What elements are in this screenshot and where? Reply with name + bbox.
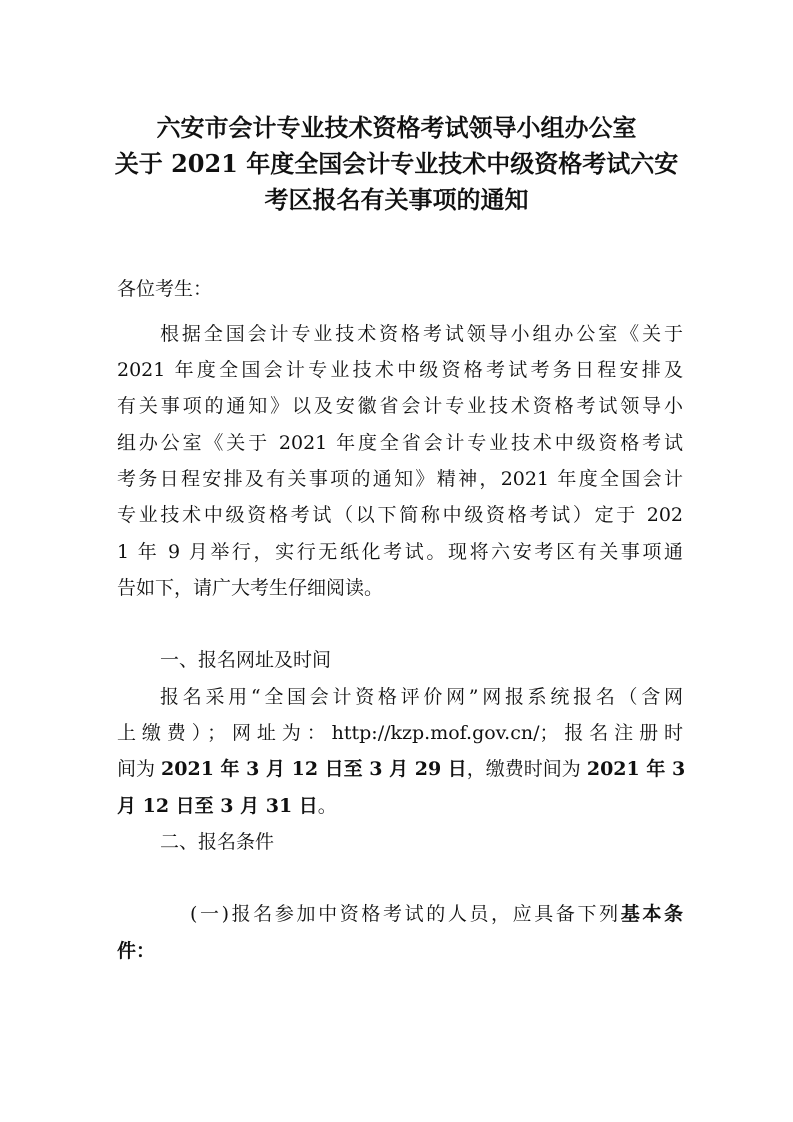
intro-line-4: 组办公室《关于 2021 年度全省会计专业技术中级资格考试	[117, 432, 683, 454]
section2-item-1	[190, 900, 683, 928]
intro-line-5: 考务日程安排及有关事项的通知》精神，2021 年度全国会计	[117, 468, 683, 490]
section2-item-1-bold: 基本条	[620, 903, 683, 925]
section2-item-1-text: (一)报名参加中资格考试的人员，应具备下列	[190, 903, 621, 925]
intro-line-7: 1 年 9 月举行，实行无纸化考试。现将六安考区有关事项通	[117, 541, 683, 563]
section1-line-3-prefix: 间为	[117, 758, 162, 780]
section1-line-2: 上缴费）；网址为：http://kzp.mof.gov.cn/；报名注册时	[117, 722, 683, 744]
section1-line-4	[117, 792, 683, 820]
section1-line-3	[117, 755, 686, 783]
title-line-2: 关于 2021 年度全国会计专业技术中级资格考试六安	[114, 149, 679, 178]
intro-line-8: 告如下，请广大考生仔细阅读。	[117, 577, 384, 599]
salutation: 各位考生：	[117, 278, 213, 300]
section1-heading: 一、报名网址及时间	[160, 649, 332, 671]
section1-line-4-suffix: 。	[317, 795, 337, 817]
registration-period: 2021 年 3 月 12 日至 3 月 29 日	[161, 758, 467, 780]
payment-period-start: 2021 年 3	[586, 758, 686, 780]
title-line-3: 考区报名有关事项的通知	[264, 185, 529, 214]
intro-line-3: 有关事项的通知》以及安徽省会计专业技术资格考试领导小	[117, 395, 683, 417]
section1-line-1: 报名采用“全国会计资格评价网”网报系统报名（含网	[160, 686, 683, 708]
section2-item-1-continued: 件：	[117, 940, 156, 962]
intro-line-6: 专业技术中级资格考试（以下简称中级资格考试）定于 202	[117, 504, 683, 526]
payment-period-end: 月 12 日至 3 月 31 日	[117, 795, 318, 817]
intro-line-2: 2021 年度全国会计专业技术中级资格考试考务日程安排及	[117, 359, 683, 381]
title-line-1: 六安市会计专业技术资格考试领导小组办公室	[156, 113, 637, 142]
section1-line-3-mid: ，缴费时间为	[466, 758, 587, 780]
section2-heading: 二、报名条件	[160, 831, 275, 853]
intro-line-1: 根据全国会计专业技术资格考试领导小组办公室《关于	[160, 323, 683, 345]
